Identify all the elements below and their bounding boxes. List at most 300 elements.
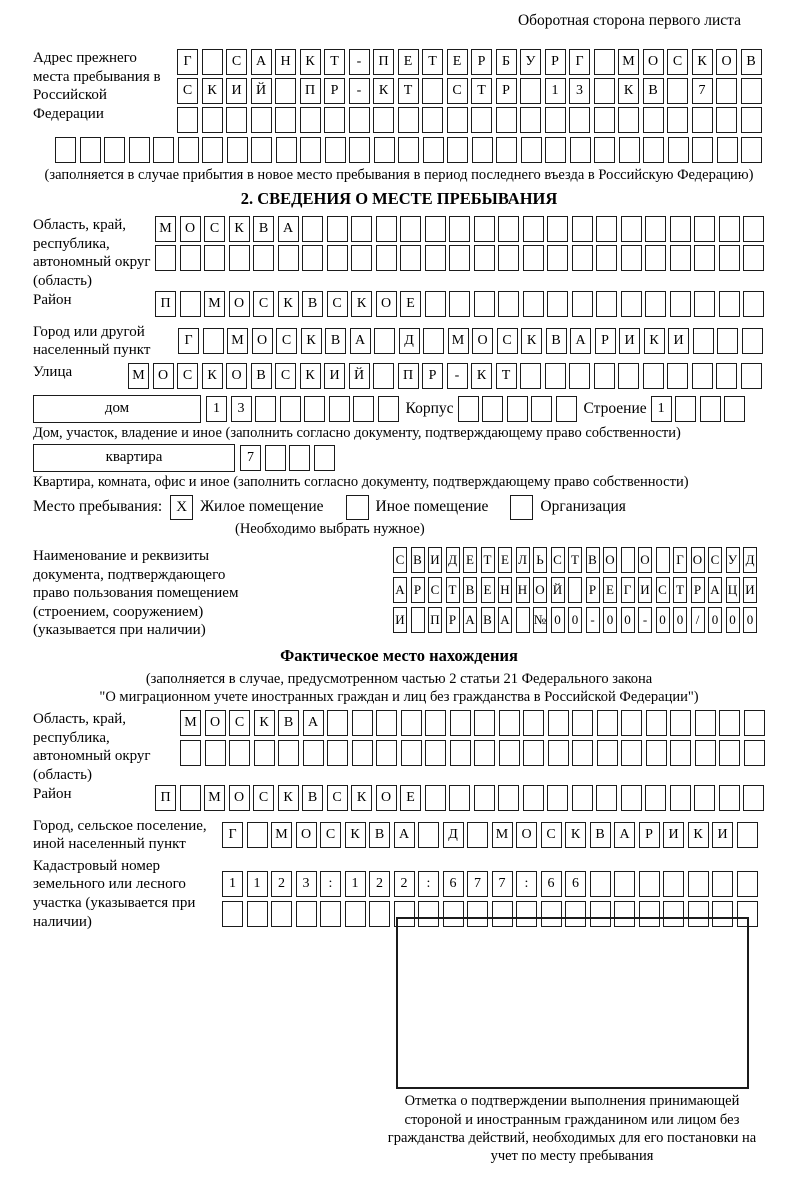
char-cell[interactable]: О — [252, 328, 273, 354]
char-cell[interactable] — [743, 216, 764, 242]
char-cell[interactable]: К — [300, 49, 321, 75]
char-cell[interactable] — [621, 785, 642, 811]
char-cell[interactable] — [373, 107, 394, 133]
char-cell[interactable]: С — [229, 710, 250, 736]
char-cell[interactable]: О — [226, 363, 247, 389]
char-cell[interactable] — [645, 216, 666, 242]
char-cell[interactable]: С — [327, 291, 348, 317]
char-cell[interactable] — [556, 396, 577, 422]
char-cell[interactable] — [670, 785, 691, 811]
char-cell[interactable] — [447, 137, 468, 163]
char-cell[interactable]: Н — [498, 577, 512, 603]
char-cell[interactable]: А — [570, 328, 591, 354]
char-cell[interactable]: В — [586, 547, 600, 573]
char-cell[interactable] — [498, 785, 519, 811]
char-cell[interactable]: И — [638, 577, 652, 603]
char-cell[interactable] — [180, 245, 201, 271]
char-cell[interactable]: С — [656, 577, 670, 603]
char-cell[interactable]: В — [278, 710, 299, 736]
char-cell[interactable]: Г — [673, 547, 687, 573]
char-cell[interactable] — [349, 107, 370, 133]
char-cell[interactable]: А — [394, 822, 415, 848]
char-cell[interactable]: И — [428, 547, 442, 573]
char-cell[interactable] — [645, 291, 666, 317]
char-cell[interactable]: 0 — [621, 607, 635, 633]
char-cell[interactable] — [450, 710, 471, 736]
char-cell[interactable]: П — [155, 785, 176, 811]
char-cell[interactable]: Е — [398, 49, 419, 75]
char-cell[interactable] — [180, 785, 201, 811]
char-cell[interactable] — [639, 871, 660, 897]
char-cell[interactable]: О — [180, 216, 201, 242]
char-cell[interactable] — [280, 396, 301, 422]
char-cell[interactable]: В — [302, 785, 323, 811]
char-cell[interactable] — [719, 291, 740, 317]
char-cell[interactable] — [474, 710, 495, 736]
char-cell[interactable]: Р — [586, 577, 600, 603]
char-cell[interactable] — [423, 137, 444, 163]
char-cell[interactable] — [222, 901, 243, 927]
char-cell[interactable]: С — [275, 363, 296, 389]
char-cell[interactable]: 0 — [726, 607, 740, 633]
char-cell[interactable] — [618, 107, 639, 133]
char-cell[interactable] — [719, 216, 740, 242]
char-cell[interactable] — [296, 901, 317, 927]
char-cell[interactable] — [251, 107, 272, 133]
char-cell[interactable] — [667, 78, 688, 104]
char-cell[interactable]: О — [516, 822, 537, 848]
char-cell[interactable] — [349, 137, 370, 163]
char-cell[interactable]: Т — [568, 547, 582, 573]
char-cell[interactable]: Е — [400, 291, 421, 317]
char-cell[interactable]: 7 — [692, 78, 713, 104]
char-cell[interactable]: 0 — [656, 607, 670, 633]
char-cell[interactable] — [621, 291, 642, 317]
char-cell[interactable]: 3 — [231, 396, 252, 422]
char-cell[interactable]: 2 — [369, 871, 390, 897]
char-cell[interactable] — [737, 871, 758, 897]
char-cell[interactable]: А — [708, 577, 722, 603]
char-cell[interactable]: А — [393, 577, 407, 603]
char-cell[interactable]: Г — [177, 49, 198, 75]
char-cell[interactable] — [449, 291, 470, 317]
char-cell[interactable] — [594, 107, 615, 133]
char-cell[interactable] — [449, 785, 470, 811]
char-cell[interactable]: С — [253, 785, 274, 811]
char-cell[interactable]: С — [276, 328, 297, 354]
char-cell[interactable]: К — [229, 216, 250, 242]
char-cell[interactable]: К — [351, 291, 372, 317]
char-cell[interactable]: Е — [400, 785, 421, 811]
checkbox-organizatsiya[interactable] — [510, 495, 533, 520]
char-cell[interactable] — [695, 740, 716, 766]
char-cell[interactable] — [716, 107, 737, 133]
char-cell[interactable] — [329, 396, 350, 422]
char-cell[interactable] — [447, 107, 468, 133]
char-cell[interactable]: Г — [222, 822, 243, 848]
char-cell[interactable]: К — [471, 363, 492, 389]
char-cell[interactable] — [278, 740, 299, 766]
char-cell[interactable]: С — [320, 822, 341, 848]
char-cell[interactable] — [670, 216, 691, 242]
char-cell[interactable]: К — [373, 78, 394, 104]
char-cell[interactable]: Н — [516, 577, 530, 603]
char-cell[interactable]: В — [302, 291, 323, 317]
char-cell[interactable]: И — [743, 577, 757, 603]
char-cell[interactable] — [716, 78, 737, 104]
char-cell[interactable] — [304, 396, 325, 422]
char-cell[interactable]: : — [516, 871, 537, 897]
char-cell[interactable]: К — [278, 785, 299, 811]
char-cell[interactable] — [202, 107, 223, 133]
char-cell[interactable] — [743, 785, 764, 811]
char-cell[interactable]: : — [418, 871, 439, 897]
char-cell[interactable] — [202, 137, 223, 163]
char-cell[interactable]: 3 — [296, 871, 317, 897]
char-cell[interactable]: 6 — [541, 871, 562, 897]
char-cell[interactable]: С — [393, 547, 407, 573]
char-cell[interactable]: О — [716, 49, 737, 75]
char-cell[interactable] — [398, 137, 419, 163]
char-cell[interactable] — [596, 785, 617, 811]
char-cell[interactable]: В — [643, 78, 664, 104]
char-cell[interactable] — [376, 740, 397, 766]
char-cell[interactable]: О — [376, 291, 397, 317]
char-cell[interactable]: О — [229, 785, 250, 811]
char-cell[interactable]: 1 — [651, 396, 672, 422]
char-cell[interactable] — [129, 137, 150, 163]
char-cell[interactable] — [569, 107, 590, 133]
char-cell[interactable]: Д — [443, 822, 464, 848]
char-cell[interactable] — [741, 363, 762, 389]
char-cell[interactable] — [369, 901, 390, 927]
char-cell[interactable] — [265, 445, 286, 471]
char-cell[interactable] — [247, 822, 268, 848]
char-cell[interactable] — [596, 291, 617, 317]
char-cell[interactable] — [531, 396, 552, 422]
char-cell[interactable] — [621, 710, 642, 736]
char-cell[interactable] — [744, 710, 765, 736]
char-cell[interactable] — [688, 871, 709, 897]
char-cell[interactable] — [646, 710, 667, 736]
char-cell[interactable]: М — [155, 216, 176, 242]
char-cell[interactable] — [694, 245, 715, 271]
char-cell[interactable]: 7 — [240, 445, 261, 471]
char-cell[interactable] — [621, 740, 642, 766]
char-cell[interactable] — [401, 740, 422, 766]
char-cell[interactable] — [520, 363, 541, 389]
char-cell[interactable] — [700, 396, 721, 422]
char-cell[interactable] — [205, 740, 226, 766]
char-cell[interactable] — [458, 396, 479, 422]
char-cell[interactable] — [227, 137, 248, 163]
char-cell[interactable] — [474, 740, 495, 766]
char-cell[interactable] — [499, 710, 520, 736]
char-cell[interactable] — [425, 710, 446, 736]
char-cell[interactable]: 6 — [565, 871, 586, 897]
char-cell[interactable]: Д — [399, 328, 420, 354]
char-cell[interactable] — [594, 49, 615, 75]
char-cell[interactable] — [717, 137, 738, 163]
char-cell[interactable] — [597, 740, 618, 766]
char-cell[interactable] — [80, 137, 101, 163]
char-cell[interactable]: Ц — [726, 577, 740, 603]
char-cell[interactable]: - — [349, 78, 370, 104]
char-cell[interactable]: Е — [447, 49, 468, 75]
char-cell[interactable] — [694, 291, 715, 317]
char-cell[interactable] — [474, 216, 495, 242]
char-cell[interactable]: К — [521, 328, 542, 354]
char-cell[interactable] — [472, 137, 493, 163]
char-cell[interactable]: Р — [411, 577, 425, 603]
char-cell[interactable] — [668, 137, 689, 163]
char-cell[interactable] — [743, 245, 764, 271]
char-cell[interactable] — [618, 363, 639, 389]
char-cell[interactable] — [521, 137, 542, 163]
char-cell[interactable] — [716, 363, 737, 389]
char-cell[interactable] — [594, 78, 615, 104]
char-cell[interactable] — [670, 740, 691, 766]
char-cell[interactable]: Т — [446, 577, 460, 603]
char-cell[interactable] — [401, 710, 422, 736]
char-cell[interactable] — [663, 871, 684, 897]
char-cell[interactable]: Т — [496, 363, 517, 389]
char-cell[interactable] — [276, 137, 297, 163]
char-cell[interactable] — [320, 901, 341, 927]
char-cell[interactable] — [741, 137, 762, 163]
char-cell[interactable]: / — [691, 607, 705, 633]
char-cell[interactable] — [352, 710, 373, 736]
char-cell[interactable]: И — [393, 607, 407, 633]
char-cell[interactable]: Р — [545, 49, 566, 75]
char-cell[interactable] — [520, 107, 541, 133]
char-cell[interactable]: К — [254, 710, 275, 736]
char-cell[interactable] — [742, 328, 763, 354]
char-cell[interactable]: С — [708, 547, 722, 573]
char-cell[interactable] — [548, 740, 569, 766]
char-cell[interactable]: П — [398, 363, 419, 389]
char-cell[interactable] — [275, 107, 296, 133]
char-cell[interactable]: К — [565, 822, 586, 848]
char-cell[interactable] — [411, 607, 425, 633]
char-cell[interactable] — [572, 740, 593, 766]
char-cell[interactable]: М — [448, 328, 469, 354]
char-cell[interactable]: В — [741, 49, 762, 75]
char-cell[interactable]: О — [229, 291, 250, 317]
char-cell[interactable]: Ь — [533, 547, 547, 573]
char-cell[interactable]: С — [327, 785, 348, 811]
char-cell[interactable] — [516, 607, 530, 633]
char-cell[interactable] — [645, 785, 666, 811]
char-cell[interactable]: П — [373, 49, 394, 75]
char-cell[interactable] — [418, 822, 439, 848]
char-cell[interactable]: О — [153, 363, 174, 389]
char-cell[interactable] — [203, 328, 224, 354]
char-cell[interactable] — [474, 291, 495, 317]
char-cell[interactable] — [327, 710, 348, 736]
char-cell[interactable]: В — [546, 328, 567, 354]
char-cell[interactable] — [523, 710, 544, 736]
char-cell[interactable]: 0 — [568, 607, 582, 633]
char-cell[interactable]: К — [644, 328, 665, 354]
char-cell[interactable]: 2 — [271, 871, 292, 897]
char-cell[interactable]: 1 — [345, 871, 366, 897]
char-cell[interactable] — [449, 245, 470, 271]
char-cell[interactable]: Е — [603, 577, 617, 603]
char-cell[interactable]: А — [251, 49, 272, 75]
char-cell[interactable] — [719, 245, 740, 271]
char-cell[interactable]: С — [253, 291, 274, 317]
char-cell[interactable] — [482, 396, 503, 422]
char-cell[interactable] — [621, 547, 635, 573]
char-cell[interactable]: Р — [496, 78, 517, 104]
char-cell[interactable]: Р — [324, 78, 345, 104]
char-cell[interactable]: И — [668, 328, 689, 354]
char-cell[interactable] — [547, 216, 568, 242]
char-cell[interactable]: С — [204, 216, 225, 242]
char-cell[interactable] — [104, 137, 125, 163]
char-cell[interactable]: Т — [422, 49, 443, 75]
char-cell[interactable]: - — [447, 363, 468, 389]
char-cell[interactable] — [667, 363, 688, 389]
char-cell[interactable]: - — [349, 49, 370, 75]
char-cell[interactable] — [251, 137, 272, 163]
char-cell[interactable] — [180, 291, 201, 317]
char-cell[interactable]: 3 — [569, 78, 590, 104]
char-cell[interactable] — [450, 740, 471, 766]
char-cell[interactable] — [314, 445, 335, 471]
char-cell[interactable] — [474, 785, 495, 811]
char-cell[interactable]: 6 — [443, 871, 464, 897]
char-cell[interactable]: И — [226, 78, 247, 104]
char-cell[interactable]: А — [278, 216, 299, 242]
char-cell[interactable] — [523, 785, 544, 811]
char-cell[interactable]: М — [204, 291, 225, 317]
char-cell[interactable]: Е — [498, 547, 512, 573]
char-cell[interactable] — [398, 107, 419, 133]
char-cell[interactable] — [547, 291, 568, 317]
char-cell[interactable] — [596, 245, 617, 271]
char-cell[interactable] — [507, 396, 528, 422]
char-cell[interactable]: Т — [471, 78, 492, 104]
char-cell[interactable] — [568, 577, 582, 603]
char-cell[interactable] — [229, 740, 250, 766]
char-cell[interactable] — [656, 547, 670, 573]
char-cell[interactable]: Л — [516, 547, 530, 573]
char-cell[interactable] — [520, 78, 541, 104]
char-cell[interactable]: Т — [398, 78, 419, 104]
char-cell[interactable]: О — [205, 710, 226, 736]
char-cell[interactable]: С — [497, 328, 518, 354]
char-cell[interactable] — [692, 363, 713, 389]
char-cell[interactable] — [474, 245, 495, 271]
char-cell[interactable]: С — [177, 78, 198, 104]
char-cell[interactable] — [547, 245, 568, 271]
char-cell[interactable] — [744, 740, 765, 766]
char-cell[interactable]: М — [492, 822, 513, 848]
char-cell[interactable] — [278, 245, 299, 271]
char-cell[interactable] — [570, 137, 591, 163]
char-cell[interactable] — [255, 396, 276, 422]
checkbox-inoe[interactable] — [346, 495, 369, 520]
char-cell[interactable] — [229, 245, 250, 271]
char-cell[interactable]: В — [253, 216, 274, 242]
char-cell[interactable]: М — [180, 710, 201, 736]
char-cell[interactable]: 0 — [603, 607, 617, 633]
char-cell[interactable]: Д — [446, 547, 460, 573]
char-cell[interactable] — [226, 107, 247, 133]
char-cell[interactable]: 7 — [467, 871, 488, 897]
char-cell[interactable] — [569, 363, 590, 389]
char-cell[interactable] — [545, 363, 566, 389]
char-cell[interactable]: В — [411, 547, 425, 573]
char-cell[interactable] — [178, 137, 199, 163]
char-cell[interactable] — [302, 245, 323, 271]
char-cell[interactable]: 0 — [743, 607, 757, 633]
char-cell[interactable] — [643, 363, 664, 389]
char-cell[interactable] — [376, 245, 397, 271]
char-cell[interactable] — [327, 216, 348, 242]
char-cell[interactable] — [670, 291, 691, 317]
char-cell[interactable] — [523, 216, 544, 242]
char-cell[interactable]: С — [541, 822, 562, 848]
char-cell[interactable] — [303, 740, 324, 766]
char-cell[interactable]: В — [590, 822, 611, 848]
char-cell[interactable] — [378, 396, 399, 422]
char-cell[interactable] — [324, 107, 345, 133]
char-cell[interactable] — [548, 710, 569, 736]
char-cell[interactable] — [590, 871, 611, 897]
char-cell[interactable]: Р — [691, 577, 705, 603]
char-cell[interactable]: Б — [496, 49, 517, 75]
char-cell[interactable]: У — [520, 49, 541, 75]
char-cell[interactable]: К — [301, 328, 322, 354]
char-cell[interactable]: О — [533, 577, 547, 603]
char-cell[interactable] — [719, 710, 740, 736]
char-cell[interactable]: И — [663, 822, 684, 848]
char-cell[interactable]: Р — [446, 607, 460, 633]
char-cell[interactable] — [253, 245, 274, 271]
char-cell[interactable] — [180, 740, 201, 766]
char-cell[interactable] — [351, 216, 372, 242]
char-cell[interactable]: К — [278, 291, 299, 317]
char-cell[interactable] — [621, 216, 642, 242]
char-cell[interactable] — [675, 396, 696, 422]
char-cell[interactable]: А — [350, 328, 371, 354]
char-cell[interactable] — [422, 107, 443, 133]
char-cell[interactable]: А — [463, 607, 477, 633]
char-cell[interactable] — [376, 710, 397, 736]
char-cell[interactable] — [594, 137, 615, 163]
char-cell[interactable] — [523, 245, 544, 271]
char-cell[interactable] — [351, 245, 372, 271]
char-cell[interactable]: Г — [178, 328, 199, 354]
char-cell[interactable]: П — [155, 291, 176, 317]
char-cell[interactable] — [545, 107, 566, 133]
char-cell[interactable]: Й — [551, 577, 565, 603]
char-cell[interactable] — [177, 107, 198, 133]
char-cell[interactable] — [202, 49, 223, 75]
char-cell[interactable] — [572, 245, 593, 271]
char-cell[interactable]: И — [712, 822, 733, 848]
char-cell[interactable]: 7 — [492, 871, 513, 897]
char-cell[interactable] — [374, 328, 395, 354]
char-cell[interactable]: Й — [349, 363, 370, 389]
char-cell[interactable]: - — [586, 607, 600, 633]
char-cell[interactable]: М — [227, 328, 248, 354]
char-cell[interactable] — [695, 710, 716, 736]
char-cell[interactable] — [498, 245, 519, 271]
